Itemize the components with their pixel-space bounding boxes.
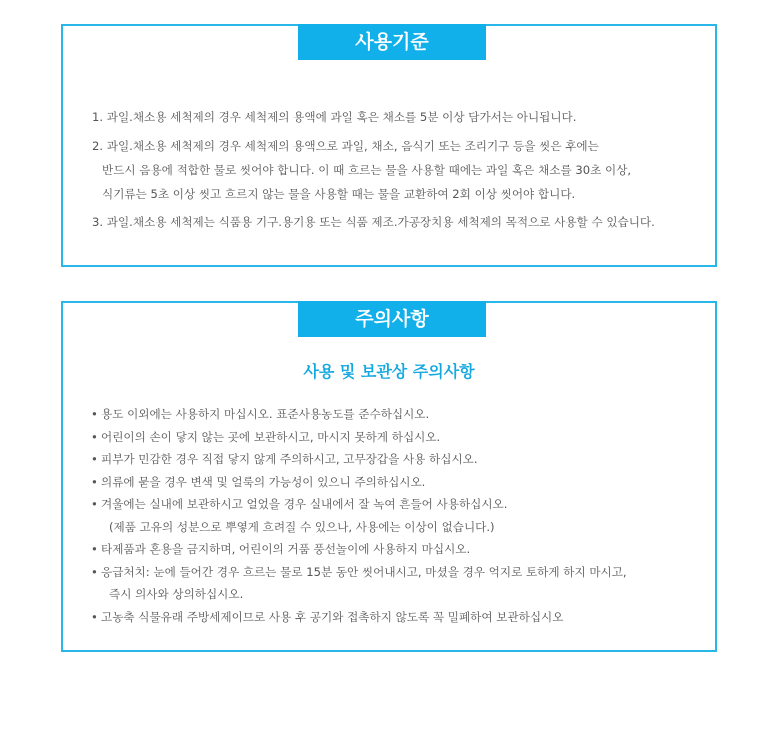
list-item [92,134,712,206]
usage-criteria-list [92,108,712,231]
list-item [91,471,711,494]
item-text: 식기류는 5초 이상 씻고 흐르지 않는 물을 사용할 때는 물을 교환하여 2회 이상 씻어야 합니다. [102,187,576,201]
list-item [91,606,711,629]
precautions-section [61,301,717,652]
item-text: 과일.채소용 세척제의 경우 세척제의 용액에 과일 혹은 채소를 5분 이상 담가서는 아니됩니다. [106,110,577,124]
bullet: • [91,407,98,421]
item-number: 3. [92,215,104,229]
item-text: 과일.채소용 세척제는 식품용 기구.용기용 또는 식품 제조.가공장치용 세척제의 목적으로 사용할 수 있습니다. [106,215,655,229]
precautions-list [91,403,711,628]
item-text: 피부가 민감한 경우 직접 닿지 않게 주의하시고, 고무장갑을 사용 하십시오. [101,452,478,466]
item-text: 용도 이외에는 사용하지 마십시오. 표준사용농도를 준수하십시오. [101,407,430,421]
item-text: 즉시 의사와 상의하십시오. [109,587,244,601]
item-text: 응급처치: 눈에 들어간 경우 흐르는 물로 15분 동안 씻어내시고, 마셨을 경우 억지로 토하게 하지 마시고, [101,564,627,579]
list-item [91,403,711,426]
bullet: • [91,474,98,489]
item-number: 2. [92,139,104,153]
item-text: (제품 고유의 성분으로 뿌옇게 흐려질 수 있으나, 사용에는 이상이 없습니다.) [109,519,495,534]
item-text: 어린이의 손이 닿지 않는 곳에 보관하시고, 마시지 못하게 하십시오. [101,429,441,444]
item-text: 과일.채소용 세척제의 경우 세척제의 용액으로 과일, 채소, 음식기 또는 조리기구 등을 씻은 후에는 [106,139,599,153]
precautions-title: 주의사항 [298,301,486,337]
bullet: • [91,542,98,556]
item-text: 타제품과 혼용을 금지하며, 어린이의 거품 풍선놀이에 사용하지 마십시오. [101,542,471,556]
bullet: • [91,429,98,444]
precautions-subtitle: 사용 및 보관상 주의사항 [303,362,475,381]
item-number: 1. [92,110,104,124]
usage-criteria-title: 사용기준 [298,24,486,60]
list-item [92,213,712,231]
list-item [91,448,711,471]
list-item [92,108,712,126]
bullet: • [91,564,98,579]
list-item [91,426,711,449]
bullet: • [91,452,98,466]
usage-criteria-section [61,24,717,267]
item-text: 의류에 묻을 경우 변색 및 얼룩의 가능성이 있으니 주의하십시오. [101,474,426,489]
item-text: 겨울에는 실내에 보관하시고 얼었을 경우 실내에서 잘 녹여 흔들어 사용하십시오. [101,497,508,511]
list-item [91,538,711,561]
item-text: 반드시 음용에 적합한 물로 씻어야 합니다. 이 때 흐르는 물을 사용할 때에는 과일 혹은 채소를 30초 이상, [102,163,632,177]
list-item [91,493,711,538]
item-text: 고농축 식물유래 주방세제이므로 사용 후 공기와 접촉하지 않도록 꼭 밀폐하여 보관하십시오 [101,609,564,624]
bullet: • [91,609,98,624]
bullet: • [91,497,98,511]
list-item [91,561,711,606]
